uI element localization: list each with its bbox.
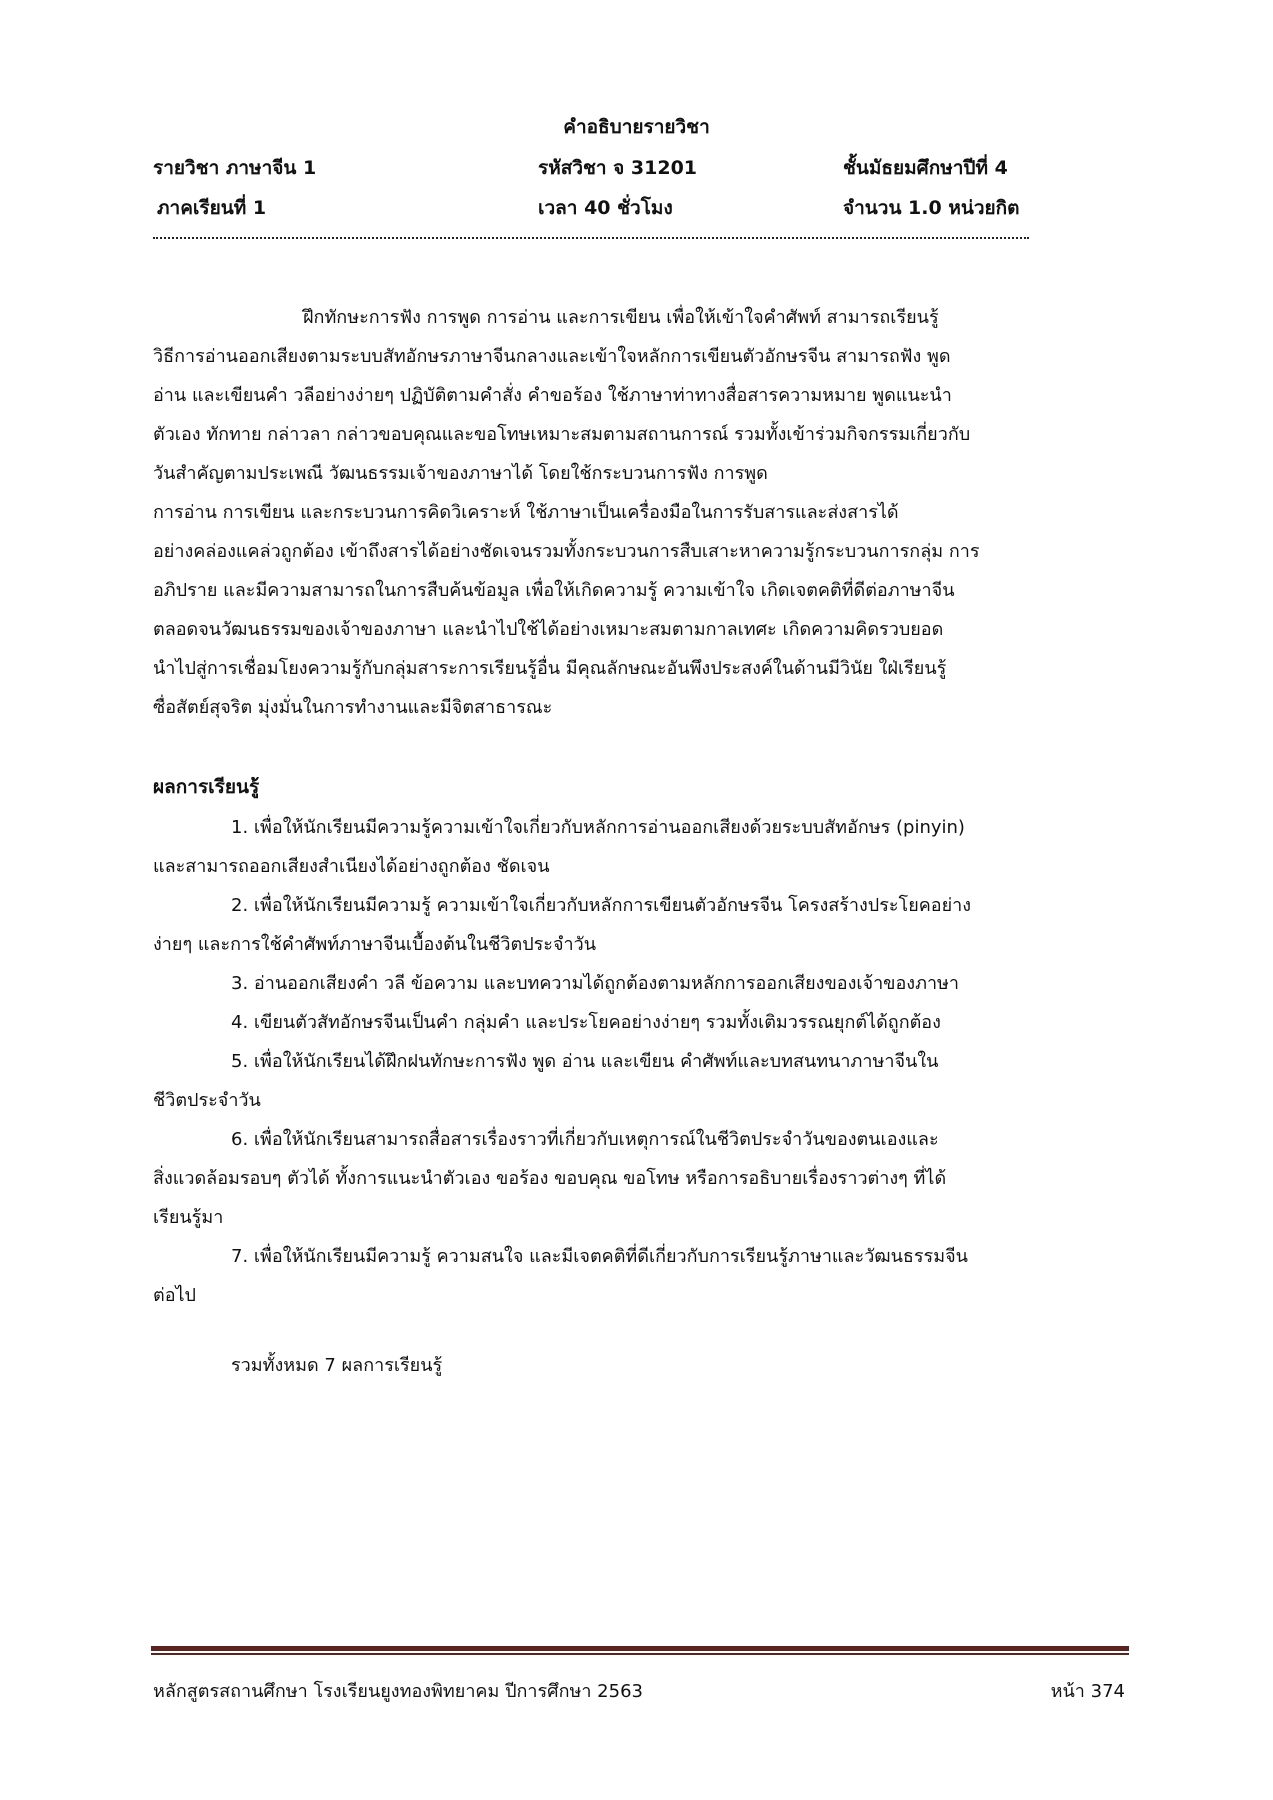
page-title: คำอธิบายรายวิชา <box>563 116 710 138</box>
outcome-item-2-cont: ง่ายๆ และการใช้คำศัพท์ภาษาจีนเบื้องต้นในชีวิตประจำวัน <box>153 934 597 955</box>
outcome-item-7: 7. เพื่อให้นักเรียนมีความรู้ ความสนใจ และมีเจตคติที่ดีเกี่ยวกับการเรียนรู้ภาษาและวัฒนธรรมจีน <box>231 1246 968 1267</box>
outcome-item-3: 3. อ่านออกเสียงคำ วลี ข้อความ และบทความได้ถูกต้องตามหลักการออกเสียงของเจ้าของภาษา <box>231 973 960 994</box>
description-line: ฝึกทักษะการฟัง การพูด การอ่าน และการเขียน เพื่อให้เข้าใจคำศัพท์ สามารถเรียนรู้ <box>303 307 939 328</box>
outcome-item-5-cont: ชีวิตประจำวัน <box>153 1090 261 1111</box>
course-meta-row-1 <box>0 153 1273 183</box>
outcome-item-5: 5. เพื่อให้นักเรียนได้ฝึกฝนทักษะการฟัง พูด อ่าน และเขียน คำศัพท์และบทสนทนาภาษาจีนใน <box>231 1051 939 1072</box>
subject-code: รหัสวิชา จ 31201 <box>538 157 698 179</box>
description-line: อภิปราย และมีความสามารถในการสืบค้นข้อมูล เพื่อให้เกิดความรู้ ความเข้าใจ เกิดเจตคติที่ดีต่อภาษาจีน <box>153 580 955 601</box>
description-line: ซื่อสัตย์สุจริต มุ่งมั่นในการทำงานและมีจิตสาธารณะ <box>153 697 553 718</box>
footer-rule-thin <box>151 1653 1129 1655</box>
description-line: อ่าน และเขียนคำ วลีอย่างง่ายๆ ปฏิบัติตามคำสั่ง คำขอร้อง ใช้ภาษาท่าทางสื่อสารความหมาย พูดแนะนำ <box>153 385 952 406</box>
footer-curriculum-label: หลักสูตรสถานศึกษา โรงเรียนยูงทองพิทยาคม ปีการศึกษา 2563 <box>153 1681 643 1702</box>
course-hours: เวลา 40 ชั่วโมง <box>538 197 673 219</box>
course-description <box>153 298 1113 727</box>
outcome-item-2: 2. เพื่อให้นักเรียนมีความรู้ ความเข้าใจเกี่ยวกับหลักการเขียนตัวอักษรจีน โครงสร้างประโยคอย่าง <box>231 895 972 916</box>
outcome-item-1-cont: และสามารถออกเสียงสำเนียงได้อย่างถูกต้อง ชัดเจน <box>153 856 550 877</box>
outcome-item-1: 1. เพื่อให้นักเรียนมีความรู้ความเข้าใจเกี่ยวกับหลักการอ่านออกเสียงด้วยระบบสัทอักษร (pinyin) <box>231 817 965 838</box>
outcomes-heading: ผลการเรียนรู้ <box>153 776 260 798</box>
footer-rule <box>151 1646 1129 1651</box>
outcome-item-6: 6. เพื่อให้นักเรียนสามารถสื่อสารเรื่องราวที่เกี่ยวกับเหตุการณ์ในชีวิตประจำวันของตนเองและ <box>231 1129 939 1150</box>
description-line: วันสำคัญตามประเพณี วัฒนธรรมเจ้าของภาษาได้ โดยใช้กระบวนการฟัง การพูด <box>153 463 768 484</box>
outcomes-summary: รวมทั้งหมด 7 ผลการเรียนรู้ <box>231 1355 443 1376</box>
semester: ภาคเรียนที่ 1 <box>157 197 267 219</box>
grade-level: ชั้นมัธยมศึกษาปีที่ 4 <box>843 157 1008 179</box>
course-meta-row-2 <box>0 193 1273 223</box>
course-credits: จำนวน 1.0 หน่วยกิต <box>843 197 1020 219</box>
description-line: วิธีการอ่านออกเสียงตามระบบสัทอักษรภาษาจีนกลางและเข้าใจหลักการเขียนตัวอักษรจีน สามารถฟัง พูด <box>153 346 951 367</box>
description-line: ตลอดจนวัฒนธรรมของเจ้าของภาษา และนำไปใช้ได้อย่างเหมาะสมตามกาลเทศะ เกิดความคิดรวบยอด <box>153 619 944 640</box>
description-line: การอ่าน การเขียน และกระบวนการคิดวิเคราะห์ ใช้ภาษาเป็นเครื่องมือในการรับสารและส่งสารได้ <box>153 502 899 523</box>
outcome-item-7-cont: ต่อไป <box>153 1285 196 1306</box>
description-line: นำไปสู่การเชื่อมโยงความรู้กับกลุ่มสาระการเรียนรู้อื่น มีคุณลักษณะอันพึงประสงค์ในด้านมีวินัย ใฝ่เรียนรู้ <box>153 658 947 679</box>
subject-name: รายวิชา ภาษาจีน 1 <box>153 157 317 179</box>
learning-outcomes-list <box>153 808 1113 1315</box>
outcome-item-6-cont: เรียนรู้มา <box>153 1207 224 1228</box>
outcome-item-4: 4. เขียนตัวสัทอักษรจีนเป็นคำ กลุ่มคำ และประโยคอย่างง่ายๆ รวมทั้งเติมวรรณยุกต์ได้ถูกต้อง <box>231 1012 941 1033</box>
description-line: อย่างคล่องแคล่วถูกต้อง เข้าถึงสารได้อย่างชัดเจนรวมทั้งกระบวนการสืบเสาะหาความรู้กระบวนการกลุ่ม การ <box>153 541 980 562</box>
dotted-divider <box>153 237 1029 239</box>
outcome-item-6-cont: สิ่งแวดล้อมรอบๆ ตัวได้ ทั้งการแนะนำตัวเอง ขอร้อง ขอบคุณ ขอโทษ หรือการอธิบายเรื่องราวต่างๆ ที่ได้ <box>153 1168 947 1189</box>
description-line: ตัวเอง ทักทาย กล่าวลา กล่าวขอบคุณและขอโทษเหมาะสมตามสถานการณ์ รวมทั้งเข้าร่วมกิจกรรมเกี่ยวกับ <box>153 424 971 445</box>
page-number: หน้า 374 <box>1050 1681 1125 1702</box>
